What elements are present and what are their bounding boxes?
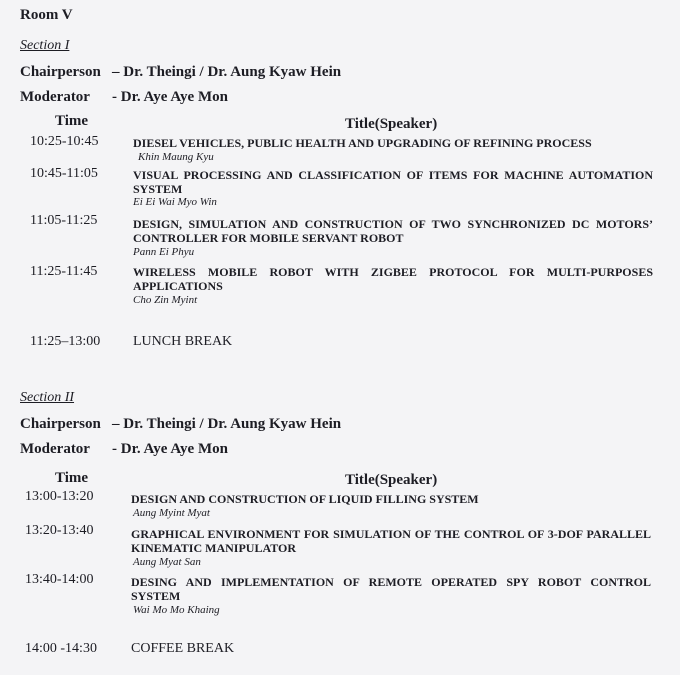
break-label: LUNCH BREAK bbox=[133, 334, 233, 349]
section-i-time-header: Time bbox=[55, 113, 89, 129]
talk-title: DIESEL VEHICLES, PUBLIC HEALTH AND UPGRADING OF REFINING PROCESS bbox=[133, 136, 592, 150]
talk-title: DESIGN, SIMULATION AND CONSTRUCTION OF TWO SYNCHRONIZED DC MOTORS’ CONTROLLER FOR MOBILE SERVANT ROBOT bbox=[133, 217, 653, 245]
talk-time: 11:25-11:45 bbox=[30, 264, 98, 279]
talk-title: DESIGN AND CONSTRUCTION OF LIQUID FILLING SYSTEM bbox=[131, 492, 479, 506]
section-i-chair-value: – Dr. Theingi / Dr. Aung Kyaw Hein bbox=[112, 64, 342, 80]
talk-speaker: Ei Ei Wai Myo Win bbox=[133, 196, 217, 208]
section-ii-time-header: Time bbox=[55, 470, 89, 486]
talk-speaker: Aung Myat San bbox=[133, 556, 201, 568]
section-ii-moderator-value: - Dr. Aye Aye Mon bbox=[112, 441, 228, 457]
section-i-heading: Section I bbox=[20, 38, 70, 53]
talk-time: 13:20-13:40 bbox=[25, 523, 94, 538]
talk-time: 10:45-11:05 bbox=[30, 166, 98, 181]
break-time: 11:25–13:00 bbox=[30, 334, 101, 349]
section-ii-heading: Section II bbox=[20, 390, 75, 405]
section-ii-title-header: Title(Speaker) bbox=[345, 472, 438, 488]
section-ii-chair-label: Chairperson bbox=[20, 416, 101, 432]
room-heading: Room V bbox=[20, 7, 73, 23]
talk-speaker: Khin Maung Kyu bbox=[138, 151, 214, 163]
break-label: COFFEE BREAK bbox=[131, 641, 235, 656]
break-time: 14:00 -14:30 bbox=[25, 641, 97, 656]
section-ii-moderator-label: Moderator bbox=[20, 441, 90, 457]
section-i-title-header: Title(Speaker) bbox=[345, 116, 438, 132]
talk-speaker: Wai Mo Mo Khaing bbox=[133, 604, 220, 616]
talk-title: VISUAL PROCESSING AND CLASSIFICATION OF ITEMS FOR MACHINE AUTOMATION SYSTEM bbox=[133, 168, 653, 196]
talk-time: 13:00-13:20 bbox=[25, 489, 94, 504]
talk-title: GRAPHICAL ENVIRONMENT FOR SIMULATION OF THE CONTROL OF 3-DOF PARALLEL KINEMATIC MANIPULATOR bbox=[131, 527, 651, 555]
section-i-moderator-value: - Dr. Aye Aye Mon bbox=[112, 89, 228, 105]
section-i-moderator-label: Moderator bbox=[20, 89, 90, 105]
talk-title: DESING AND IMPLEMENTATION OF REMOTE OPERATED SPY ROBOT CONTROL SYSTEM bbox=[131, 575, 651, 603]
talk-speaker: Cho Zin Myint bbox=[133, 294, 198, 306]
talk-time: 10:25-10:45 bbox=[30, 134, 99, 149]
section-i-chair-label: Chairperson bbox=[20, 64, 101, 80]
talk-title: WIRELESS MOBILE ROBOT WITH ZIGBEE PROTOCOL FOR MULTI-PURPOSES APPLICATIONS bbox=[133, 265, 653, 293]
talk-time: 13:40-14:00 bbox=[25, 572, 94, 587]
section-ii-chair-value: – Dr. Theingi / Dr. Aung Kyaw Hein bbox=[112, 416, 342, 432]
talk-speaker: Pann Ei Phyu bbox=[133, 246, 195, 258]
talk-speaker: Aung Myint Myat bbox=[133, 507, 210, 519]
talk-time: 11:05-11:25 bbox=[30, 213, 98, 228]
